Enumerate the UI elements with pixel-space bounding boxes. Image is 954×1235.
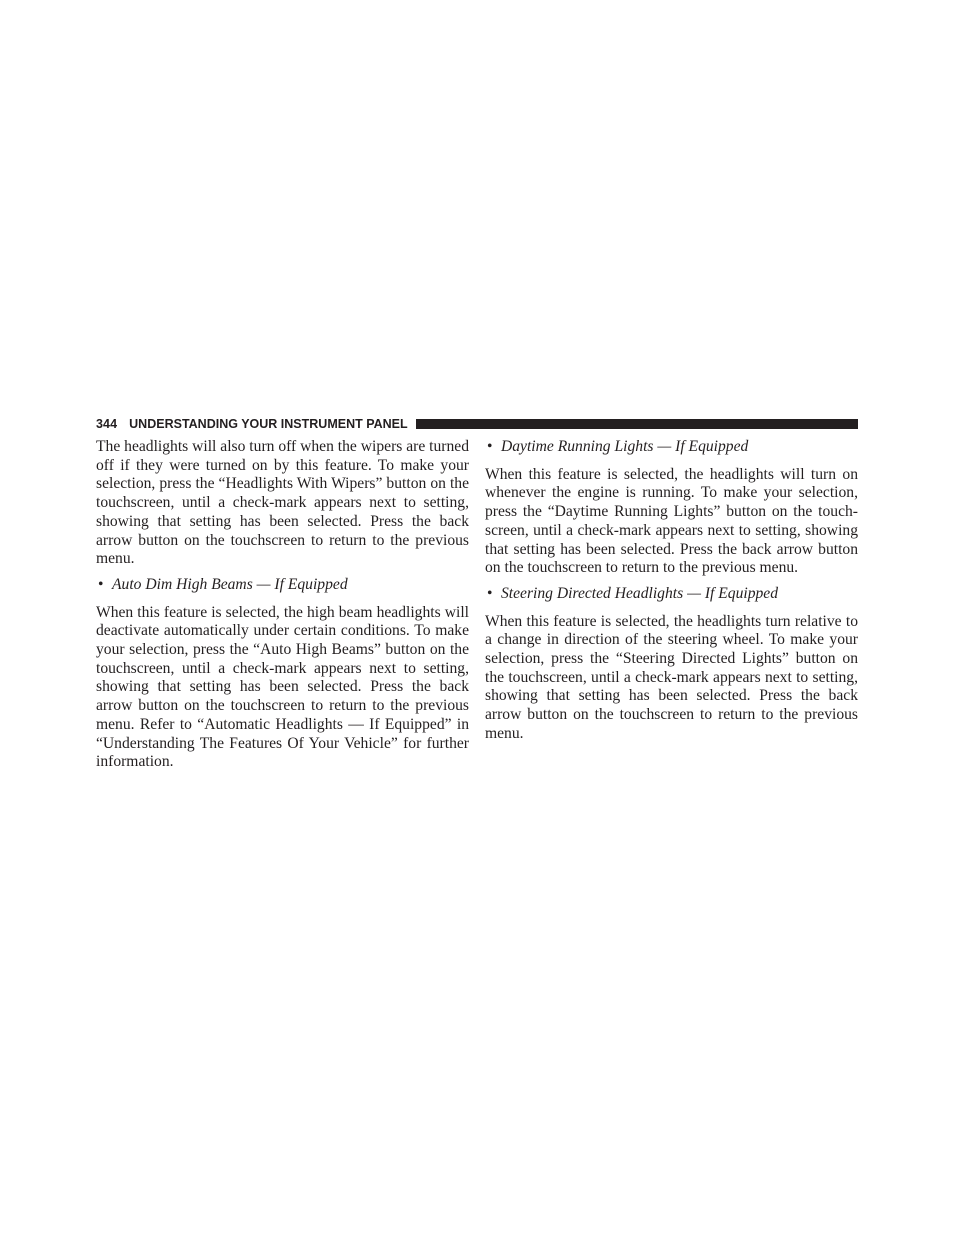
bullet-label: Steering Directed Headlights — If Equipped — [501, 584, 779, 602]
bullet-label: Daytime Running Lights — If Equipped — [501, 438, 749, 455]
section-title: UNDERSTANDING YOUR INSTRUMENT PANEL — [129, 417, 408, 431]
paragraph-auto-dim-high-beams: When this feature is selected, the high beam headlights will deactivate automatically under certain conditions. To make your selection, press the “Auto High Beams” button on the touchscreen, until a check-mark appears next to setting, showing that setting has been selected. Press the back arrow button on the touchscreen to return to the previous menu. Refer to “Automatic Headlights — If Equipped” in “Understanding The Features Of Your Vehicle” for further information. — [96, 603, 469, 771]
bullet-steering-directed-headlights — [485, 585, 858, 604]
bullet-daytime-running-lights — [485, 438, 858, 457]
page-header — [96, 416, 858, 432]
bullet-auto-dim-high-beams — [96, 576, 469, 595]
page-number: 344 — [96, 417, 118, 431]
paragraph-daytime-running-lights: When this feature is selected, the headlights will turn on whenever the engine is running. To make your selection, press the “Daytime Running Lights” button on the touchscreen, until a check-mark appears next to setting, showing that setting has been selected. Press the back arrow button on the touchscreen to return to the previous menu. — [485, 465, 858, 577]
right-column — [485, 438, 858, 744]
paragraph-headlights-with-wipers: The headlights will also turn off when the wipers are turned off if they were turned on by this feature. To make your selection, press the “Headlights With Wipers” button on the touchscreen, until a check-mark appears next to setting, showing that setting has been selected. Press the back arrow button on the touchscreen to return to the previous menu. — [96, 438, 469, 568]
bullet-label: Auto Dim High Beams — If Equipped — [112, 575, 348, 593]
left-column — [96, 438, 469, 772]
header-rule — [416, 419, 858, 429]
bullet-icon: • — [98, 575, 104, 593]
bullet-icon: • — [487, 584, 493, 602]
paragraph-steering-directed-headlights: When this feature is selected, the headlights turn relative to a change in direction of the steering wheel. To make your selection, press the “Steering Directed Lights” button on the touchscreen, until a check-mark appears next to setting, showing that setting has been selected. Press the back arrow button on the touchscreen to return to the previous menu. — [485, 612, 858, 742]
bullet-icon: • — [487, 438, 493, 455]
